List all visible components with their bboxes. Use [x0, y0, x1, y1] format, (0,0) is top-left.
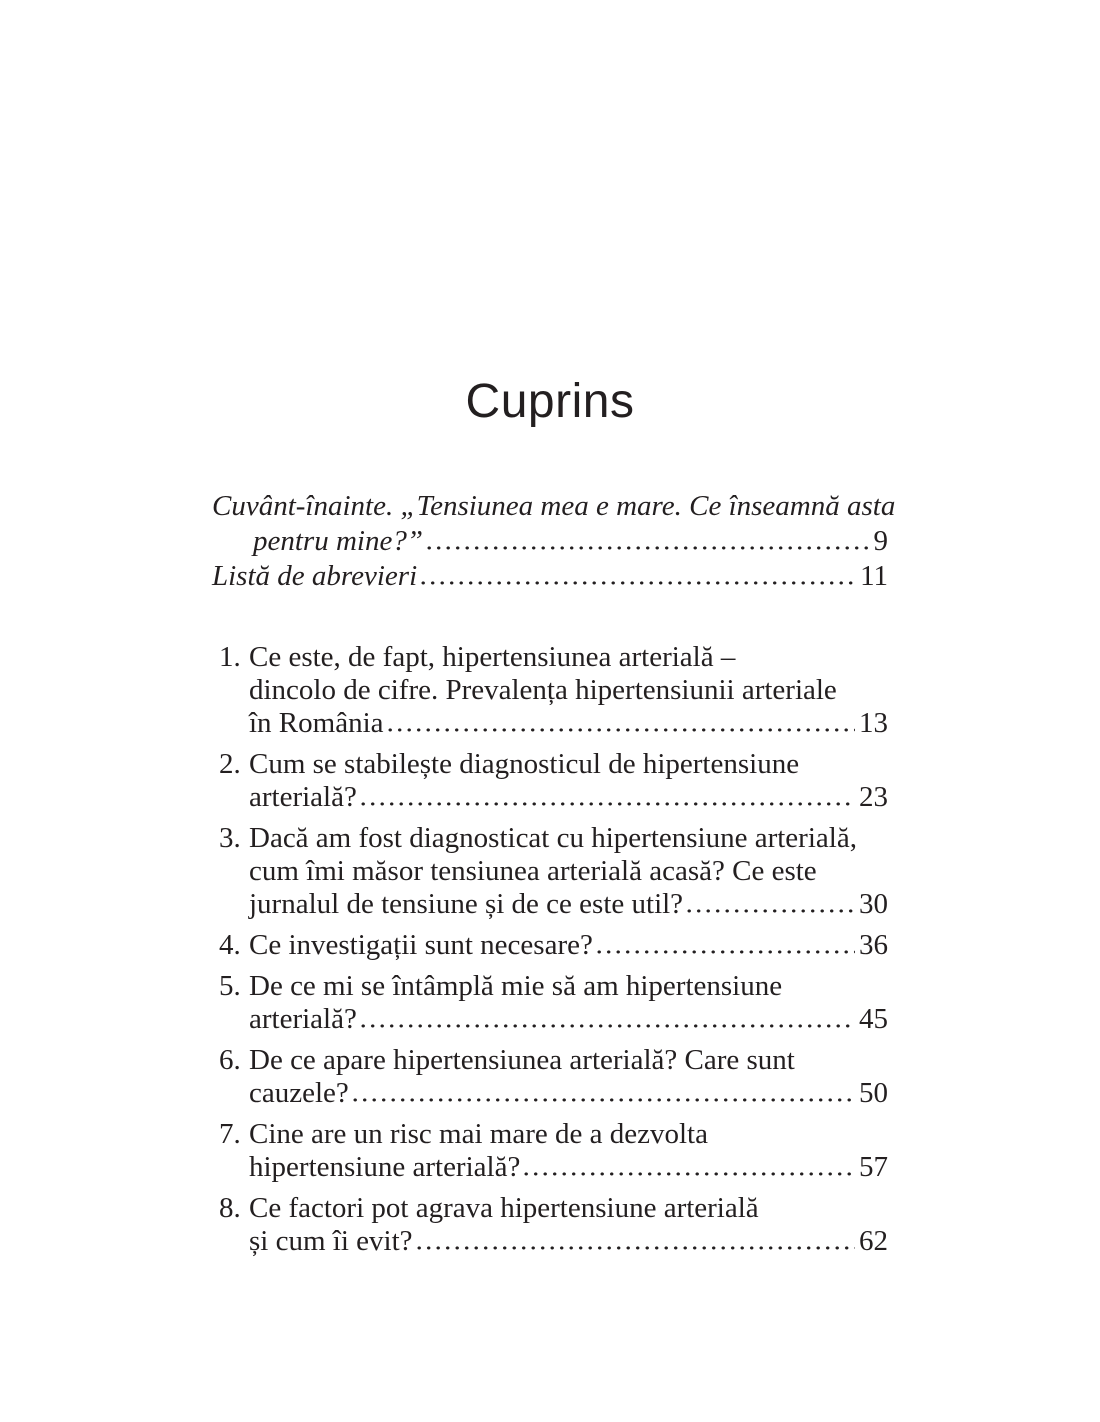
toc-list — [212, 641, 888, 1266]
entry-line: dincolo de cifre. Prevalența hipertensiunii arteriale — [249, 674, 837, 706]
page-number: 13 — [859, 707, 888, 739]
entry-text: arterială? — [249, 781, 357, 813]
toc-entry — [212, 1192, 888, 1258]
entry-body — [249, 970, 888, 1036]
dot-leader — [361, 1024, 855, 1029]
page-number: 30 — [859, 888, 888, 920]
toc-entry — [212, 748, 888, 814]
toc-entry — [212, 1118, 888, 1184]
entry-number: 4. — [219, 929, 241, 961]
page-number: 9 — [873, 525, 888, 557]
entry-line: Cuvânt-înainte. „Tensiunea mea e mare. Ce înseamnă asta — [212, 490, 896, 522]
entry-line: De ce mi se întâmplă mie să am hipertensiune — [249, 970, 783, 1002]
entry-text: cauzele? — [249, 1077, 349, 1109]
toc-entry — [212, 641, 888, 740]
dot-leader — [361, 802, 855, 807]
page-number: 11 — [860, 560, 888, 592]
entry-text: Ce investigații sunt necesare? — [249, 929, 593, 961]
entry-text: în România — [249, 707, 384, 739]
entry-body — [249, 822, 888, 921]
entry-text: și cum îi evit? — [249, 1225, 413, 1257]
toc-last-line — [249, 1003, 888, 1036]
dot-leader — [597, 950, 855, 955]
entry-text: arterială? — [249, 1003, 357, 1035]
entry-number: 5. — [219, 970, 241, 1002]
entry-line: cum îmi măsor tensiunea arterială acasă? Ce este — [249, 855, 817, 887]
dot-leader — [427, 546, 870, 551]
dot-leader — [421, 581, 856, 586]
entry-number: 8. — [219, 1192, 241, 1224]
toc-last-line — [249, 1151, 888, 1184]
entry-line: Cine are un risc mai mare de a dezvolta — [249, 1118, 708, 1150]
dot-leader — [417, 1246, 856, 1251]
toc-last-line — [249, 1077, 888, 1110]
entry-body — [249, 641, 888, 740]
page-number: 62 — [859, 1225, 888, 1257]
entry-body — [249, 1118, 888, 1184]
toc-front-entry — [212, 559, 888, 594]
page-content — [212, 0, 896, 1422]
entry-line: Ce este, de fapt, hipertensiunea arterială – — [249, 641, 736, 673]
toc-front-entry — [212, 489, 896, 559]
toc-last-line — [249, 1225, 888, 1258]
entry-text: pentru mine?” — [253, 525, 423, 557]
entry-number: 7. — [219, 1118, 241, 1150]
entry-body — [249, 1044, 888, 1110]
toc-last-line — [249, 888, 888, 921]
toc-entry — [212, 970, 888, 1036]
page-number: 23 — [859, 781, 888, 813]
toc-last-line — [249, 929, 888, 962]
page-number: 50 — [859, 1077, 888, 1109]
entry-text: jurnalul de tensiune și de ce este util? — [249, 888, 684, 920]
page-number: 57 — [859, 1151, 888, 1183]
toc-front-matter — [212, 489, 896, 594]
entry-body — [249, 748, 888, 814]
dot-leader — [353, 1098, 855, 1103]
toc-entry — [212, 822, 888, 921]
toc-last-line — [212, 559, 888, 594]
toc-last-line — [212, 524, 888, 559]
entry-text: hipertensiune arterială? — [249, 1151, 521, 1183]
entry-number: 6. — [219, 1044, 241, 1076]
toc-entry — [212, 1044, 888, 1110]
entry-number: 1. — [219, 641, 241, 673]
toc-last-line — [249, 781, 888, 814]
entry-number: 2. — [219, 748, 241, 780]
entry-line: Cum se stabilește diagnosticul de hipertensiune — [249, 748, 800, 780]
page-title: Cuprins — [465, 375, 635, 428]
dot-leader — [687, 909, 855, 914]
page-number: 45 — [859, 1003, 888, 1035]
dot-leader — [524, 1172, 855, 1177]
toc-entry — [212, 929, 888, 962]
entry-number: 3. — [219, 822, 241, 854]
entry-body — [249, 929, 888, 962]
dot-leader — [388, 728, 855, 733]
page-number: 36 — [859, 929, 888, 961]
entry-line: De ce apare hipertensiunea arterială? Care sunt — [249, 1044, 795, 1076]
entry-line: Dacă am fost diagnosticat cu hipertensiune arterială, — [249, 822, 857, 854]
toc-last-line — [249, 707, 888, 740]
entry-line: Ce factori pot agrava hipertensiune arterială — [249, 1192, 759, 1224]
entry-body — [249, 1192, 888, 1258]
entry-text: Listă de abrevieri — [212, 560, 418, 592]
